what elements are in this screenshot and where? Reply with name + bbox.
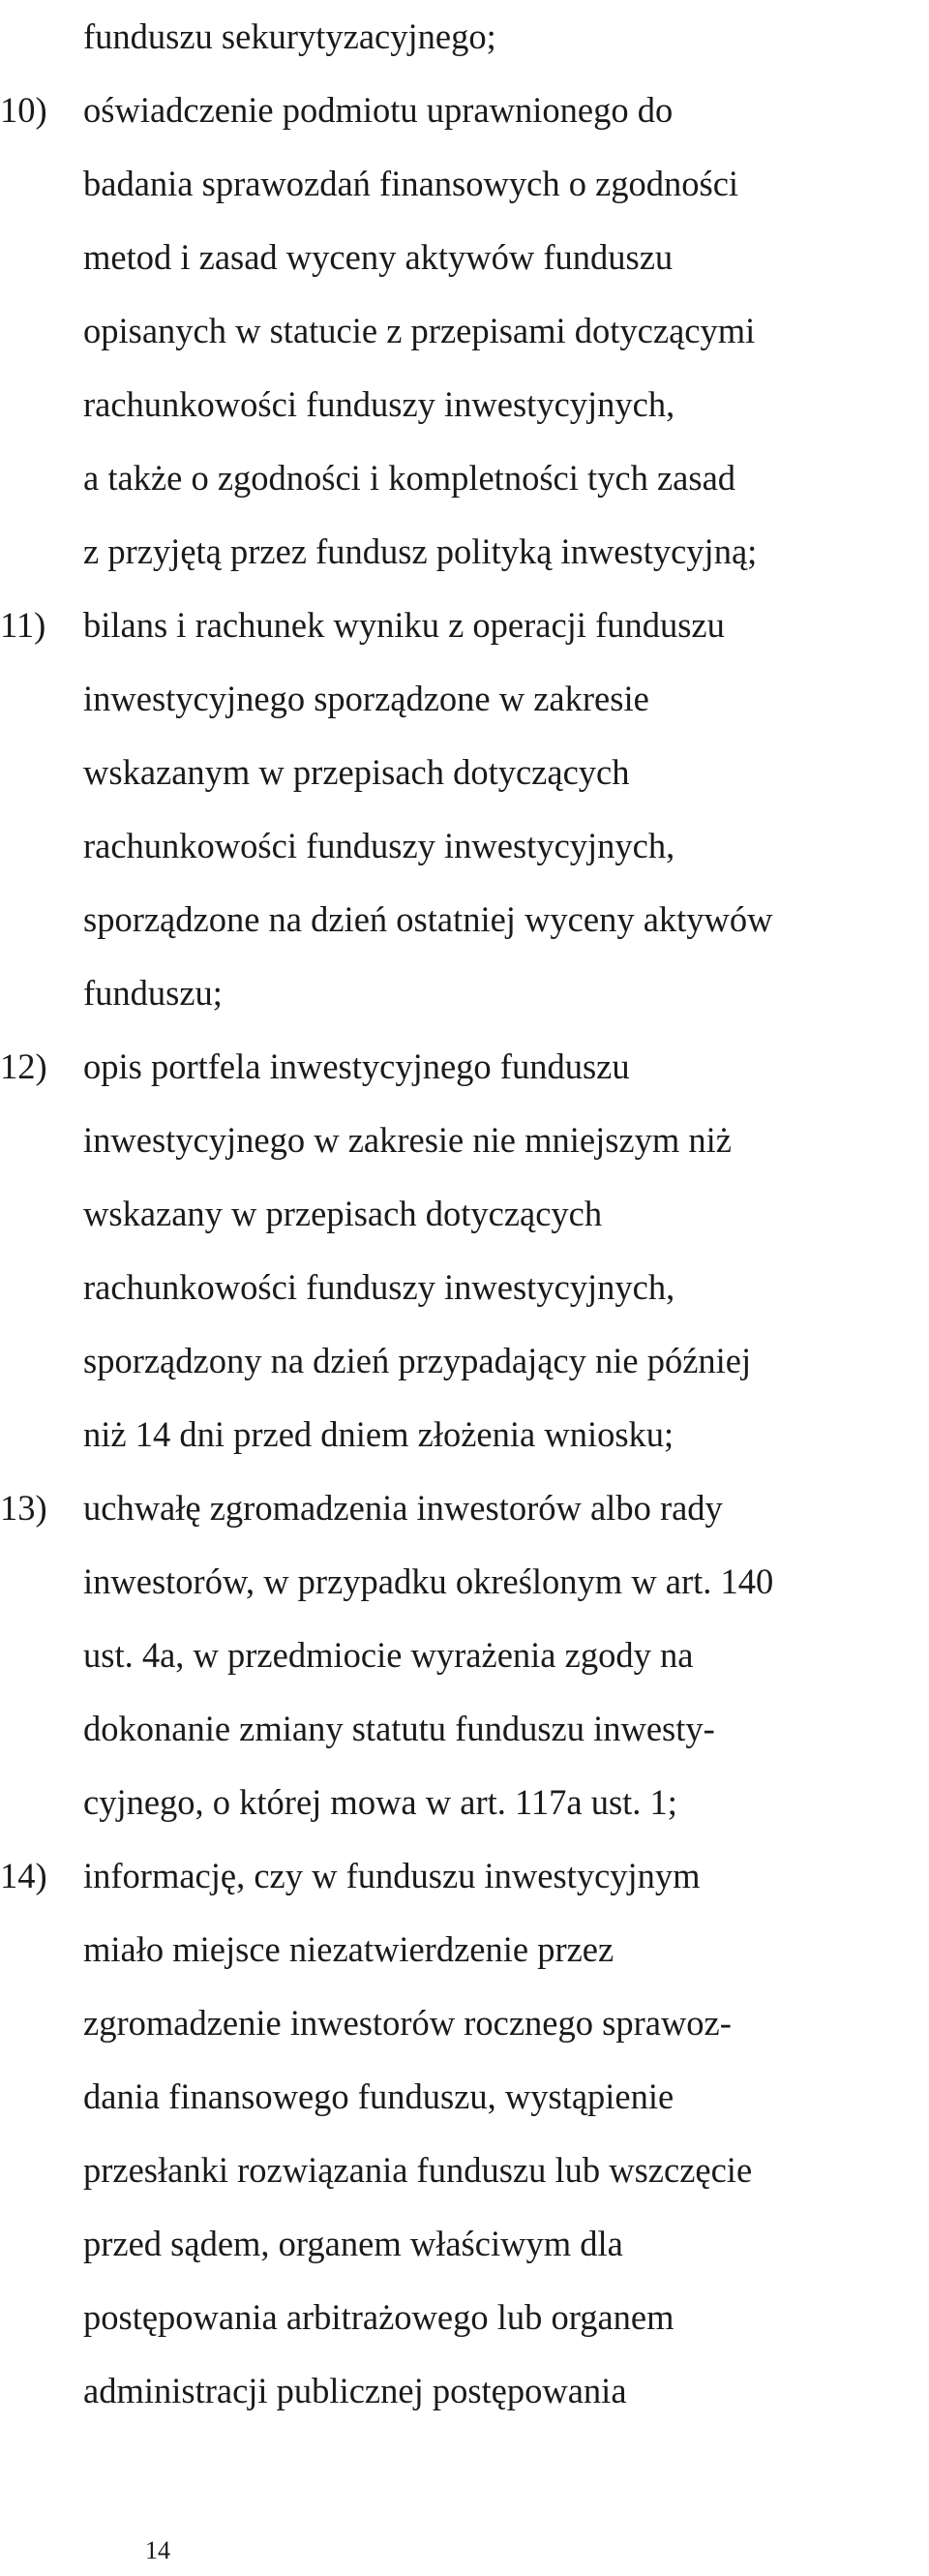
text-line: sporządzone na dzień ostatniej wyceny aktywów <box>83 899 773 939</box>
text-line: uchwałę zgromadzenia inwestorów albo rady <box>83 1488 723 1528</box>
text-line: opis portfela inwestycyjnego funduszu <box>83 1046 630 1086</box>
list-number: 14) <box>0 1856 47 1895</box>
list-number: 12) <box>0 1046 47 1086</box>
text-line: administracji publicznej postępowania <box>83 2371 627 2410</box>
text-line: postępowania arbitrażowego lub organem <box>83 2297 674 2337</box>
list-number: 11) <box>0 605 46 645</box>
text-line: a także o zgodności i kompletności tych zasad <box>83 458 736 498</box>
text-line: zgromadzenie inwestorów rocznego sprawoz- <box>83 2003 732 2043</box>
text-line: badania sprawozdań finansowych o zgodności <box>83 164 739 203</box>
text-line: rachunkowości funduszy inwestycyjnych, <box>83 826 675 865</box>
text-line: informację, czy w funduszu inwestycyjnym <box>83 1856 701 1895</box>
text-line: bilans i rachunek wyniku z operacji funduszu <box>83 605 725 645</box>
text-line: sporządzony na dzień przypadający nie później <box>83 1341 752 1380</box>
text-line: z przyjętą przez fundusz polityką inwestycyjną; <box>83 531 758 571</box>
text-line: inwestycyjnego w zakresie nie mniejszym niż <box>83 1120 732 1160</box>
text-line: funduszu; <box>83 973 223 1013</box>
text-line: oświadczenie podmiotu uprawnionego do <box>83 90 674 130</box>
list-number: 10) <box>0 90 47 130</box>
text-line: przed sądem, organem właściwym dla <box>83 2224 623 2263</box>
text-line: opisanych w statucie z przepisami dotyczącymi <box>83 311 756 350</box>
page-number: 14 <box>145 2536 170 2564</box>
text-line: wskazanym w przepisach dotyczących <box>83 752 630 792</box>
text-line: rachunkowości funduszy inwestycyjnych, <box>83 1267 675 1307</box>
list-number: 13) <box>0 1488 47 1528</box>
text-line: metod i zasad wyceny aktywów funduszu <box>83 237 674 277</box>
text-line: rachunkowości funduszy inwestycyjnych, <box>83 384 675 424</box>
text-line: funduszu sekurytyzacyjnego; <box>83 16 496 56</box>
text-line: inwestorów, w przypadku określonym w art. 140 <box>83 1561 774 1601</box>
text-line: przesłanki rozwiązania funduszu lub wszczęcie <box>83 2150 753 2190</box>
text-line: miało miejsce niezatwierdzenie przez <box>83 1929 614 1969</box>
text-line: wskazany w przepisach dotyczących <box>83 1194 603 1233</box>
text-line: dania finansowego funduszu, wystąpienie <box>83 2076 674 2116</box>
text-line: niż 14 dni przed dniem złożenia wniosku; <box>83 1414 674 1454</box>
text-line: dokonanie zmiany statutu funduszu inwesty- <box>83 1709 715 1748</box>
text-line: ust. 4a, w przedmiocie wyrażenia zgody na <box>83 1635 694 1675</box>
text-line: inwestycyjnego sporządzone w zakresie <box>83 679 649 718</box>
text-line: cyjnego, o której mowa w art. 117a ust. 1; <box>83 1782 677 1822</box>
